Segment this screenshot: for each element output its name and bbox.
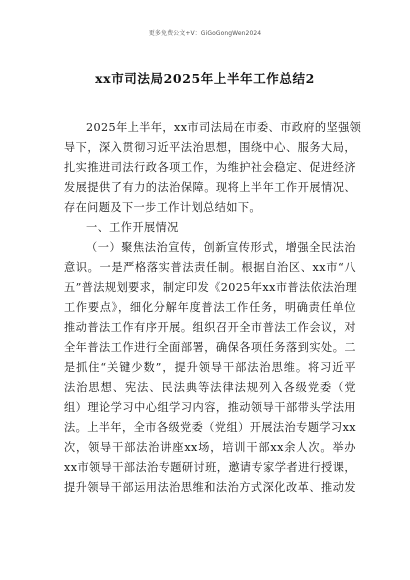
text-line: 法治思想、宪法、民法典等法律法规列入各级党委（党 — [64, 381, 356, 394]
text-line: 2025年上半年，xx市司法局在市委、市政府的坚强领 — [86, 121, 362, 134]
text-line: 是抓住“关键少数”，提升领导干部法治思维。将习近平 — [64, 361, 356, 374]
text-line: 全年普法工作进行全面部署，确保各项任务落到实处。二 — [64, 341, 356, 354]
text-line: 提升领导干部运用法治思维和法治方式深化改革、推动发 — [64, 481, 356, 494]
text-line: （一）聚焦法治宣传，创新宣传形式，增强全民法治 — [86, 241, 356, 254]
text-line: 导下，深入贯彻习近平法治思想，围绕中心、服务大局， — [64, 141, 356, 154]
text-line: xx市领导干部法治专题研讨班，邀请专家学者进行授课， — [64, 461, 356, 474]
section-heading: 一、工作开展情况 — [86, 221, 179, 234]
text-line: 组）理论学习中心组学习内容，推动领导干部带头学法用 — [64, 401, 356, 414]
text-line: 扎实推进司法行政各项工作，为维护社会稳定、促进经济 — [64, 161, 356, 174]
watermark-text: 更多免费公文+V：GiGoGongWen2024 — [148, 30, 262, 37]
document-body — [64, 118, 362, 498]
paragraph-legal-publicity — [64, 238, 356, 498]
text-line: 存在问题及下一步工作计划总结如下。 — [64, 201, 261, 214]
text-line: 推动普法工作有序开展。组织召开全市普法工作会议，对 — [64, 321, 356, 334]
text-line: 五”普法规划要求，制定印发《2025年xx市普法依法治理 — [64, 281, 357, 294]
paragraph-intro — [64, 118, 362, 218]
text-line: 发展提供了有力的法治保障。现将上半年工作开展情况、 — [64, 181, 356, 194]
text-line: 工作要点》，细化分解年度普法工作任务，明确责任单位 — [64, 301, 356, 314]
text-line: 意识。一是严格落实普法责任制。根据自治区、xx市“八 — [64, 261, 356, 274]
text-line: 次，领导干部法治讲座xx场，培训干部xx余人次。举办 — [64, 441, 356, 454]
document-title: xx市司法局2025年上半年工作总结2 — [95, 71, 315, 86]
text-line: 法。上半年，全市各级党委（党组）开展法治专题学习xx — [64, 421, 356, 434]
